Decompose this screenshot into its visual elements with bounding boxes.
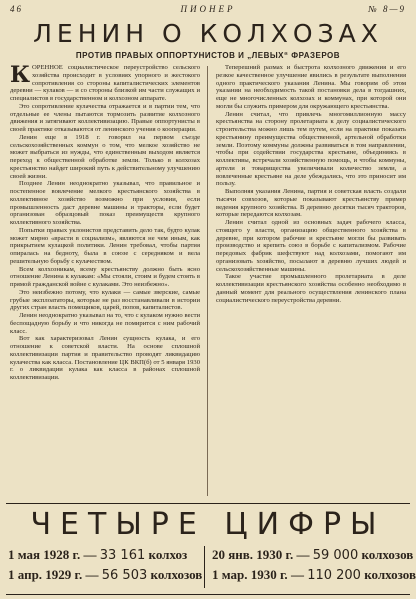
- stat-unit: колхозов: [361, 547, 414, 562]
- article-paragraph: Теперешний размах и быстрота колхозного движения и его резкое качественное улучшение явились в результате выполнения одного практического указания Ленина. Мы говорим об этом указании на необходимость такой постановки дела в тогдашних, еще не многочисленных колхозах и коммунах, при которой они могли бы служить примером для окружающего крестьянства.: [216, 64, 406, 110]
- article-paragraph: Всем колхозникам, всему крестьянству должно быть ясно отношение Ленина к кулакам: «Мы стояли, стоим и будем стоять в прямой гражданской войне с кулаками. Это неизбежно».: [10, 265, 200, 288]
- column-divider: [207, 66, 208, 496]
- stats-block: [8, 546, 416, 590]
- stat-item: 1 мар. 1930 г. — 110 200 колхозов: [212, 567, 416, 583]
- magazine-name: ПИОНЕР: [180, 4, 236, 14]
- article-paragraph: Ленин еще в 1918 г. говорил на первом съезде сельскохозяйственных коммун о том, что мелкое хозяйство не может выбраться из нужды, что единственным выходом является переход к общественной обработке земли. Только в колхозах крестьянство найдет широкий путь к действительному улучшению своей жизни.: [10, 133, 200, 180]
- article-left-column: [10, 64, 200, 501]
- article-title: ЛЕНИН О КОЛХОЗАХ: [33, 19, 383, 48]
- article-subtitle: ПРОТИВ ПРАВЫХ ОППОРТУНИСТОВ И „ЛЕВЫХ“ ФРАЗЕРОВ: [75, 51, 341, 60]
- article-paragraph: Позднее Ленин неоднократно указывал, что правильное и постепенное вовлечение мелкого крестьянского хозяйства в коллективное хозяйство возможно при условии, если промышленность даст деревне машины и тракторы, если будет организован образцовый показ преимуществ крупного коллективного хозяйства.: [10, 180, 200, 226]
- article-right-column: [216, 64, 406, 501]
- article-paragraph: Такое участие промышленного пролетариата в деле коллективизации крестьянского хозяйства особенно необходимо в данный момент для реального осуществления ленинского плана социалистического переустройства деревни.: [216, 273, 406, 304]
- article-paragraph: Попытки правых уклонистов представить дело так, будто кулак может мирно «врасти в социализм», являются не чем иным, как прикрытием кулацкой политики. Ленин требовал, чтобы партия опиралась на бедноту, была в союзе с середняком и вела решительную борьбу с кулачеством.: [10, 226, 200, 265]
- article-paragraph: [10, 64, 200, 103]
- stat-value: 33 161: [99, 548, 146, 563]
- stat-item: 1 мая 1928 г. — 33 161 колхоз: [8, 547, 188, 563]
- stat-unit: колхозов: [150, 567, 203, 582]
- stat-item: 20 янв. 1930 г. — 59 000 колхозов: [212, 547, 414, 563]
- stat-date: 1 мая 1928 г.: [8, 547, 81, 562]
- section-rule: [6, 503, 410, 504]
- stat-item: 1 апр. 1929 г. — 56 503 колхозов: [8, 567, 203, 583]
- article-paragraph: Выполняя указания Ленина, партия и советская власть создали тысячи совхозов, которые показывают крестьянству пример ведения крупного хозяйства. В деревню десятки тысяч тракторов, которые передаются колхозам.: [216, 188, 406, 219]
- stats-title: ЧЕТЫРЕ ЦИФРЫ: [30, 507, 386, 542]
- page-number: 46: [10, 4, 23, 14]
- stat-date: 1 мар. 1930 г.: [212, 567, 288, 582]
- stat-value: 56 503: [101, 568, 148, 583]
- article-paragraph: Это неизбежно потому, что кулаки — самые зверские, самые грубые эксплоататоры, которые не раз восстанавливали в истории других стран власть помещиков, царей, попов, капиталистов.: [10, 288, 200, 312]
- article-paragraph: Ленин считал одной из основных задач рабочего класса, стоящего у власти, организацию общественного хозяйства в деревне, при котором рабочие и крестьяне могли бы развивать производство и крепить союз в борьбе с капитализмом. Рабочие передовых фабрик шефствуют над колхозами, помогают им организовать хозяйство, посылают в деревню лучших людей и сельскохозяйственные машины.: [216, 219, 406, 273]
- paragraph-text: ОРЕННОЕ социалистическое переустройство сельского хозяйства происходит в условиях упорного и жестокого сопротивления со стороны капиталистических элементов деревни — кулаков — и со стороны близкой им части служащих и специалистов в государственном и колхозном аппарате.: [10, 64, 200, 102]
- article-paragraph: Ленин считал, что привлечь многомиллионную массу крестьянства на сторону пролетариата к делу социалистического строительства можно лишь тем путем, если на практике показать крестьянину преимущества общественной, артельной обработки земли. Поэтому коммуны должны развиваться в том направлении, чтобы при содействии государства крестьяне, объединяясь в коллективы, встречали хозяйственную помощь, и чтобы коммуны, артели и товарищества увеличивали количество земли, а вовлеченные крестьяне на деле убеждались, что это приносит им пользу.: [216, 110, 406, 188]
- article-paragraph: Вот как характеризовал Ленин сущность кулака, и его отношение к советской власти. На основе сплошной коллективизации партия и правительство проводят ликвидацию кулачества как класса. Постановление ЦК ВКП(б) от 5 января 1930 г. о ликвидации кулака как класса в районах сплошной коллективизации.: [10, 335, 200, 381]
- stat-value: 59 000: [312, 548, 359, 563]
- running-header: [10, 4, 406, 16]
- stat-date: 1 апр. 1929 г.: [8, 567, 83, 582]
- stat-unit: колхоз: [148, 547, 188, 562]
- stat-value: 110 200: [307, 568, 361, 583]
- issue-number: № 8—9: [368, 4, 406, 14]
- stat-unit: колхозов: [364, 567, 416, 582]
- bottom-rule: [6, 594, 410, 595]
- article-paragraph: Ленин неоднократно указывал на то, что с кулаком нужно вести беспощадную борьбу и что никогда не помирится с ним рабочий класс.: [10, 312, 200, 335]
- article-paragraph: Это сопротивление кулачества отражается и в партии тем, что отдельные ее члены пытаются тормозить развитие колхозного движения и затягивают коллективизацию. Правые оппортунисты в своей практике отказываются от ленинского учения о кооперации.: [10, 102, 200, 133]
- stat-date: 20 янв. 1930 г.: [212, 547, 294, 562]
- drop-cap: К: [10, 64, 31, 88]
- stats-divider: [204, 546, 205, 588]
